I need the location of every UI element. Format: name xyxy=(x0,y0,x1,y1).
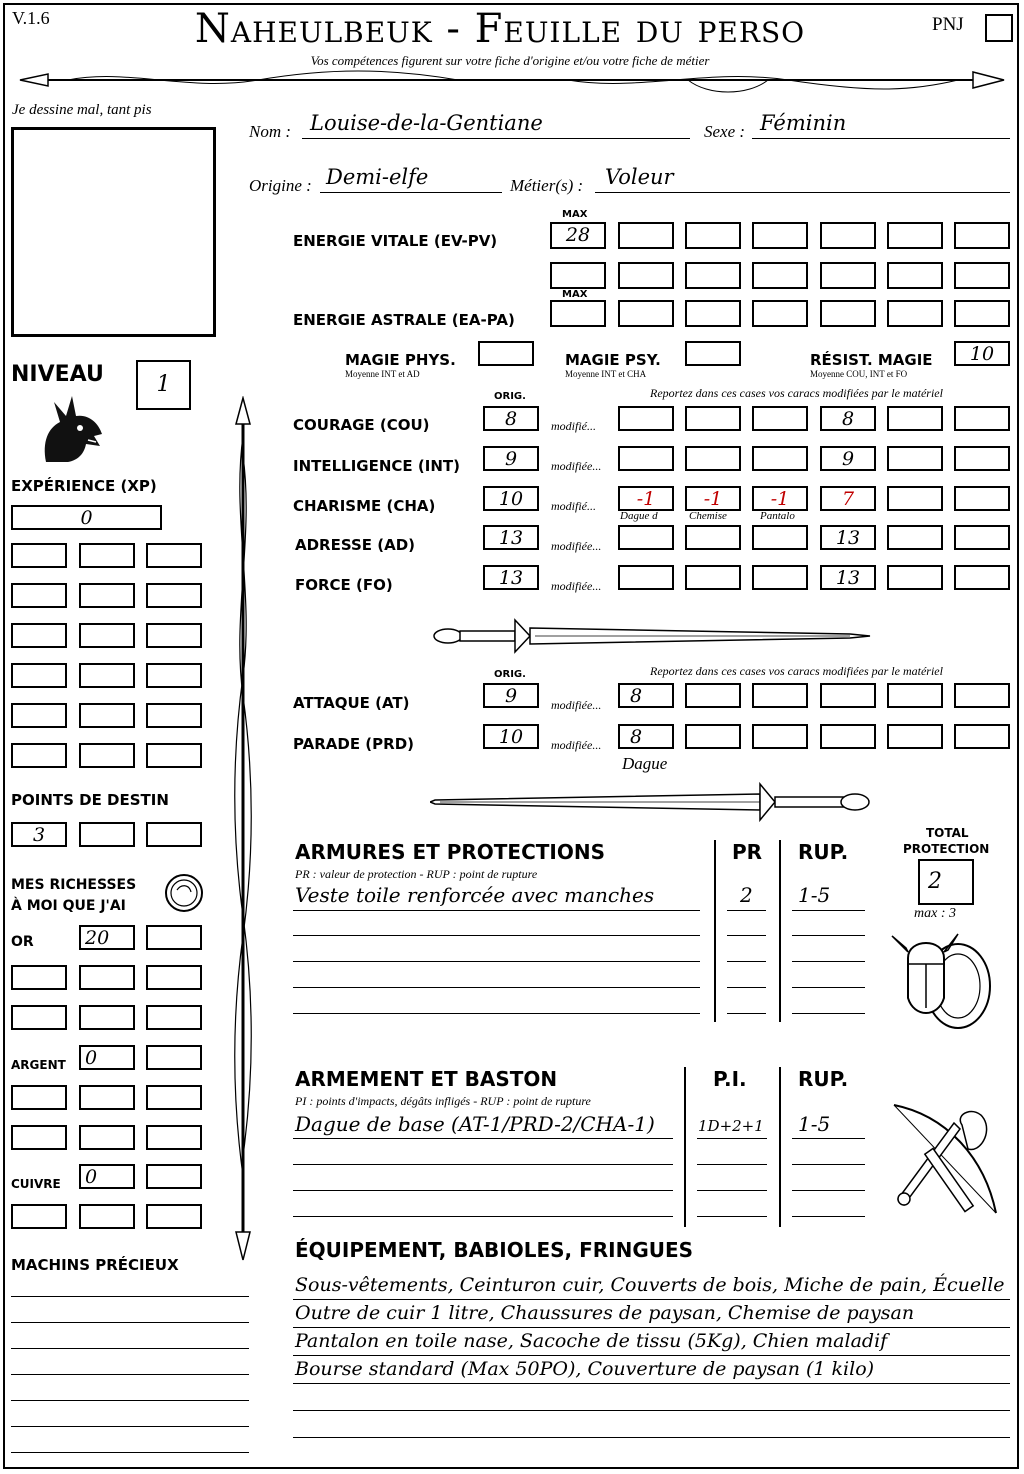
at-mod-box[interactable] xyxy=(820,683,876,708)
niveau-box[interactable]: 1 xyxy=(136,360,191,410)
sheet-title: Naheulbeuk - Feuille du perso xyxy=(194,6,806,52)
magie-phys-box[interactable] xyxy=(478,341,534,366)
xp-box[interactable] xyxy=(79,663,135,688)
ev-label: ENERGIE VITALE (EV-PV) xyxy=(293,232,498,250)
xp-box[interactable] xyxy=(11,543,67,568)
magie-psy-label: MAGIE PSY. xyxy=(565,351,661,369)
caracs-report-note: Reportez dans ces cases vos caracs modifiées par le matériel xyxy=(650,386,943,400)
dragon-icon xyxy=(38,392,108,464)
int-orig-box[interactable]: 9 xyxy=(483,446,539,471)
resist-magie-label: RÉSIST. MAGIE xyxy=(810,351,933,369)
cha-label: CHARISME (CHA) xyxy=(293,497,436,515)
armures-divider xyxy=(714,840,716,1022)
ev-box[interactable] xyxy=(954,262,1010,289)
origine-label: Origine : xyxy=(249,176,312,195)
magie-psy-sub: Moyenne INT et CHA xyxy=(565,369,647,379)
xp-box[interactable] xyxy=(79,583,135,608)
equipement-line: Pantalon en toile nase, Sacoche de tissu (5Kg), Chien maladif xyxy=(295,1330,888,1352)
fo-mod-box[interactable] xyxy=(618,565,674,590)
prd-mod-box[interactable]: 8 xyxy=(618,724,674,749)
ev-box[interactable] xyxy=(550,262,606,289)
prd-mod-box[interactable] xyxy=(820,724,876,749)
argent-box[interactable] xyxy=(79,1125,135,1150)
argent-box[interactable] xyxy=(146,1085,202,1110)
origine-value: Demi-elfe xyxy=(326,165,429,189)
ev-box[interactable] xyxy=(618,222,674,249)
fo-modifie-label: modifiée... xyxy=(551,579,602,593)
argent-box[interactable] xyxy=(79,1085,135,1110)
pnj-checkbox[interactable] xyxy=(985,14,1013,42)
xp-box[interactable] xyxy=(11,663,67,688)
argent-box[interactable]: 0 xyxy=(79,1045,135,1070)
xp-box[interactable] xyxy=(146,623,202,648)
destin-label: POINTS DE DESTIN xyxy=(11,791,169,809)
or-label: OR xyxy=(11,934,34,950)
fo-orig-box[interactable]: 13 xyxy=(483,565,539,590)
sheet-subtitle: Vos compétences figurent sur votre fiche d'origine et/ou votre fiche de métier xyxy=(310,53,710,68)
int-mod-box[interactable]: 9 xyxy=(820,446,876,471)
equipement-title: ÉQUIPEMENT, BABIOLES, FRINGUES xyxy=(295,1238,694,1262)
ad-mod-box[interactable] xyxy=(618,525,674,550)
pnj-label: PNJ xyxy=(932,14,964,35)
destin-box[interactable]: 3 xyxy=(11,822,67,847)
nom-field[interactable] xyxy=(302,111,690,139)
int-mod-box[interactable] xyxy=(752,446,808,471)
ev-max-box[interactable]: 28 xyxy=(550,222,606,249)
xp-box[interactable] xyxy=(79,623,135,648)
at-mod-box[interactable] xyxy=(685,683,741,708)
prd-orig-box[interactable]: 10 xyxy=(483,724,539,749)
arme-rup: 1-5 xyxy=(798,1112,831,1136)
prd-label: PARADE (PRD) xyxy=(293,735,415,753)
caracs-orig-label: ORIG. xyxy=(494,391,526,402)
or-box[interactable] xyxy=(146,965,202,990)
prd-mod-box[interactable] xyxy=(752,724,808,749)
nom-value: Louise-de-la-Gentiane xyxy=(310,111,543,135)
cha-mod-box[interactable]: -1 xyxy=(752,486,808,511)
ad-mod-box[interactable] xyxy=(954,525,1010,550)
at-modifie-label: modifiée... xyxy=(551,698,602,712)
xp-box[interactable] xyxy=(146,543,202,568)
argent-box[interactable] xyxy=(146,1045,202,1070)
fo-mod-box[interactable]: 13 xyxy=(820,565,876,590)
int-mod-box[interactable] xyxy=(685,446,741,471)
xp-box[interactable] xyxy=(146,703,202,728)
cou-mod-box[interactable] xyxy=(618,406,674,431)
equipement-line: Sous-vêtements, Ceinturon cuir, Couverts de bois, Miche de pain, Écuelle xyxy=(295,1274,1005,1296)
armement-divider xyxy=(684,1067,686,1227)
ea-box[interactable] xyxy=(954,300,1010,327)
int-mod-box[interactable] xyxy=(887,446,943,471)
ea-label: ENERGIE ASTRALE (EA-PA) xyxy=(293,311,515,329)
total-protection-max: max : 3 xyxy=(914,906,956,921)
armures-sub: PR : valeur de protection - RUP : point de rupture xyxy=(295,867,538,881)
armures-title: ARMURES ET PROTECTIONS xyxy=(295,840,605,864)
ea-max-label: MAX xyxy=(562,289,588,300)
total-protection-label-2: PROTECTION xyxy=(903,842,990,856)
ev-box[interactable] xyxy=(820,262,876,289)
cou-mod-box[interactable] xyxy=(954,406,1010,431)
prd-modifie-label: modifiée... xyxy=(551,738,602,752)
prd-mod-box[interactable] xyxy=(887,724,943,749)
or-box[interactable] xyxy=(11,1005,67,1030)
cuivre-box[interactable] xyxy=(79,1204,135,1229)
ea-box[interactable] xyxy=(820,300,876,327)
ad-mod-box[interactable] xyxy=(752,525,808,550)
nom-label: Nom : xyxy=(249,122,292,141)
ad-mod-box[interactable] xyxy=(887,525,943,550)
sexe-label: Sexe : xyxy=(704,122,746,141)
ad-orig-box[interactable]: 13 xyxy=(483,525,539,550)
destin-box[interactable] xyxy=(79,822,135,847)
cha-mod-box[interactable] xyxy=(887,486,943,511)
version-label: V.1.6 xyxy=(12,8,50,28)
arme-name: Dague de base (AT-1/PRD-2/CHA-1) xyxy=(295,1112,655,1136)
argent-box[interactable] xyxy=(11,1085,67,1110)
sexe-field[interactable] xyxy=(752,111,1010,139)
richesses-label-2: À MOI QUE J'AI xyxy=(11,898,126,914)
header-spear-icon xyxy=(8,66,1016,102)
portrait-caption: Je dessine mal, tant pis xyxy=(12,102,152,118)
helmet-shield-icon xyxy=(888,928,998,1038)
combat-note: Dague xyxy=(622,754,668,773)
int-label: INTELLIGENCE (INT) xyxy=(293,457,460,475)
metier-value: Voleur xyxy=(605,165,674,189)
weapons-icon xyxy=(884,1095,1009,1220)
armement-sub: PI : points d'impacts, dégâts infligés - RUP : point de rupture xyxy=(295,1094,591,1108)
ea-max-box[interactable] xyxy=(550,300,606,327)
cha-mod-box[interactable]: 7 xyxy=(820,486,876,511)
combat-orig-label: ORIG. xyxy=(494,669,526,680)
rup-header: RUP. xyxy=(798,840,849,864)
arme-pi: 1D+2+1 xyxy=(698,1117,764,1135)
portrait-box[interactable] xyxy=(11,127,216,337)
armement-title: ARMEMENT ET BASTON xyxy=(295,1067,558,1091)
equipement-line: Bourse standard (Max 50PO), Couverture de paysan (1 kilo) xyxy=(295,1358,875,1380)
ev-box[interactable] xyxy=(618,262,674,289)
richesses-label: MES RICHESSES xyxy=(11,877,137,893)
or-box[interactable] xyxy=(146,925,202,950)
ev-box[interactable] xyxy=(752,222,808,249)
spear-icon xyxy=(228,396,258,1262)
int-modifie-label: modifiée... xyxy=(551,459,602,473)
ad-modifie-label: modifiée... xyxy=(551,539,602,553)
cha-mod-box[interactable]: -1 xyxy=(685,486,741,511)
or-box[interactable] xyxy=(11,965,67,990)
prd-mod-box[interactable] xyxy=(954,724,1010,749)
cou-mod-box[interactable] xyxy=(752,406,808,431)
xp-box[interactable] xyxy=(146,663,202,688)
ev-box[interactable] xyxy=(954,222,1010,249)
armures-divider xyxy=(779,840,781,1022)
cou-mod-box[interactable] xyxy=(887,406,943,431)
cha-note: Chemise xyxy=(689,510,727,522)
xp-box[interactable] xyxy=(11,583,67,608)
at-label: ATTAQUE (AT) xyxy=(293,694,410,712)
argent-box[interactable] xyxy=(146,1125,202,1150)
origine-field[interactable] xyxy=(320,165,502,193)
cuivre-box[interactable] xyxy=(146,1164,202,1189)
ev-box[interactable] xyxy=(752,262,808,289)
machins-label: MACHINS PRÉCIEUX xyxy=(11,1256,179,1274)
xp-box[interactable] xyxy=(11,623,67,648)
pr-header: PR xyxy=(732,840,763,864)
cha-orig-box[interactable]: 10 xyxy=(483,486,539,511)
rup-header-2: RUP. xyxy=(798,1067,849,1091)
ev-box[interactable] xyxy=(887,262,943,289)
fo-mod-box[interactable] xyxy=(954,565,1010,590)
total-protection-label: TOTAL xyxy=(926,826,969,840)
ea-box[interactable] xyxy=(618,300,674,327)
xp-box[interactable] xyxy=(79,543,135,568)
xp-box[interactable] xyxy=(79,743,135,768)
xp-box[interactable] xyxy=(79,703,135,728)
armure-name: Veste toile renforcée avec manches xyxy=(295,883,655,907)
ad-label: ADRESSE (AD) xyxy=(295,536,416,554)
at-mod-box[interactable]: 8 xyxy=(618,683,674,708)
cou-mod-box[interactable] xyxy=(685,406,741,431)
armure-rup: 1-5 xyxy=(798,883,831,907)
cuivre-box[interactable] xyxy=(11,1204,67,1229)
at-mod-box[interactable] xyxy=(752,683,808,708)
ad-mod-box[interactable]: 13 xyxy=(820,525,876,550)
fo-mod-box[interactable] xyxy=(685,565,741,590)
ea-box[interactable] xyxy=(752,300,808,327)
at-mod-box[interactable] xyxy=(954,683,1010,708)
fo-mod-box[interactable] xyxy=(752,565,808,590)
or-box[interactable]: 20 xyxy=(79,925,135,950)
sword-icon xyxy=(430,778,875,824)
cha-modifie-label: modifié... xyxy=(551,499,596,513)
metier-label: Métier(s) : xyxy=(510,176,584,195)
xp-box[interactable] xyxy=(146,743,202,768)
ev-box[interactable] xyxy=(820,222,876,249)
pi-header: P.I. xyxy=(713,1067,747,1091)
cha-note: Pantalo xyxy=(760,510,795,522)
fo-label: FORCE (FO) xyxy=(295,576,393,594)
total-protection-box[interactable]: 2 xyxy=(918,859,974,905)
prd-mod-box[interactable] xyxy=(685,724,741,749)
int-mod-box[interactable] xyxy=(954,446,1010,471)
xp-box[interactable] xyxy=(11,703,67,728)
xp-box[interactable] xyxy=(11,743,67,768)
coin-icon xyxy=(163,872,205,914)
experience-box[interactable]: 0 xyxy=(11,505,162,530)
int-mod-box[interactable] xyxy=(618,446,674,471)
cuivre-label: CUIVRE xyxy=(11,1177,61,1191)
niveau-label: NIVEAU xyxy=(11,362,104,387)
sword-icon xyxy=(430,612,875,658)
cou-modifie-label: modifié... xyxy=(551,419,596,433)
argent-label: ARGENT xyxy=(11,1058,66,1072)
magie-psy-box[interactable] xyxy=(685,341,741,366)
cha-note: Dague d xyxy=(620,510,658,522)
armure-pr: 2 xyxy=(740,883,753,907)
argent-box[interactable] xyxy=(11,1125,67,1150)
combat-report-note: Reportez dans ces cases vos caracs modifiées par le matériel xyxy=(650,664,943,678)
ev-box[interactable] xyxy=(685,262,741,289)
or-box[interactable] xyxy=(79,1005,135,1030)
experience-label: EXPÉRIENCE (XP) xyxy=(11,477,157,495)
ev-box[interactable] xyxy=(685,222,741,249)
cha-mod-box[interactable]: -1 xyxy=(618,486,674,511)
armement-divider xyxy=(779,1067,781,1227)
ea-box[interactable] xyxy=(887,300,943,327)
cuivre-box[interactable] xyxy=(146,1204,202,1229)
xp-box[interactable] xyxy=(146,583,202,608)
or-box[interactable] xyxy=(146,1005,202,1030)
ea-box[interactable] xyxy=(685,300,741,327)
ev-max-label: MAX xyxy=(562,209,588,220)
cha-mod-box[interactable] xyxy=(954,486,1010,511)
magie-phys-label: MAGIE PHYS. xyxy=(345,351,456,369)
cou-orig-box[interactable]: 8 xyxy=(483,406,539,431)
magie-phys-sub: Moyenne INT et AD xyxy=(345,369,420,379)
ev-box[interactable] xyxy=(887,222,943,249)
resist-magie-sub: Moyenne COU, INT et FO xyxy=(810,369,908,379)
ad-mod-box[interactable] xyxy=(685,525,741,550)
at-mod-box[interactable] xyxy=(887,683,943,708)
fo-mod-box[interactable] xyxy=(887,565,943,590)
at-orig-box[interactable]: 9 xyxy=(483,683,539,708)
or-box[interactable] xyxy=(79,965,135,990)
destin-box[interactable] xyxy=(146,822,202,847)
sexe-value: Féminin xyxy=(760,111,847,135)
metier-field[interactable] xyxy=(595,165,1010,193)
resist-magie-box[interactable]: 10 xyxy=(954,341,1010,366)
cou-mod-box[interactable]: 8 xyxy=(820,406,876,431)
cuivre-box[interactable]: 0 xyxy=(79,1164,135,1189)
cou-label: COURAGE (COU) xyxy=(293,416,430,434)
equipement-line: Outre de cuir 1 litre, Chaussures de paysan, Chemise de paysan xyxy=(295,1302,915,1324)
